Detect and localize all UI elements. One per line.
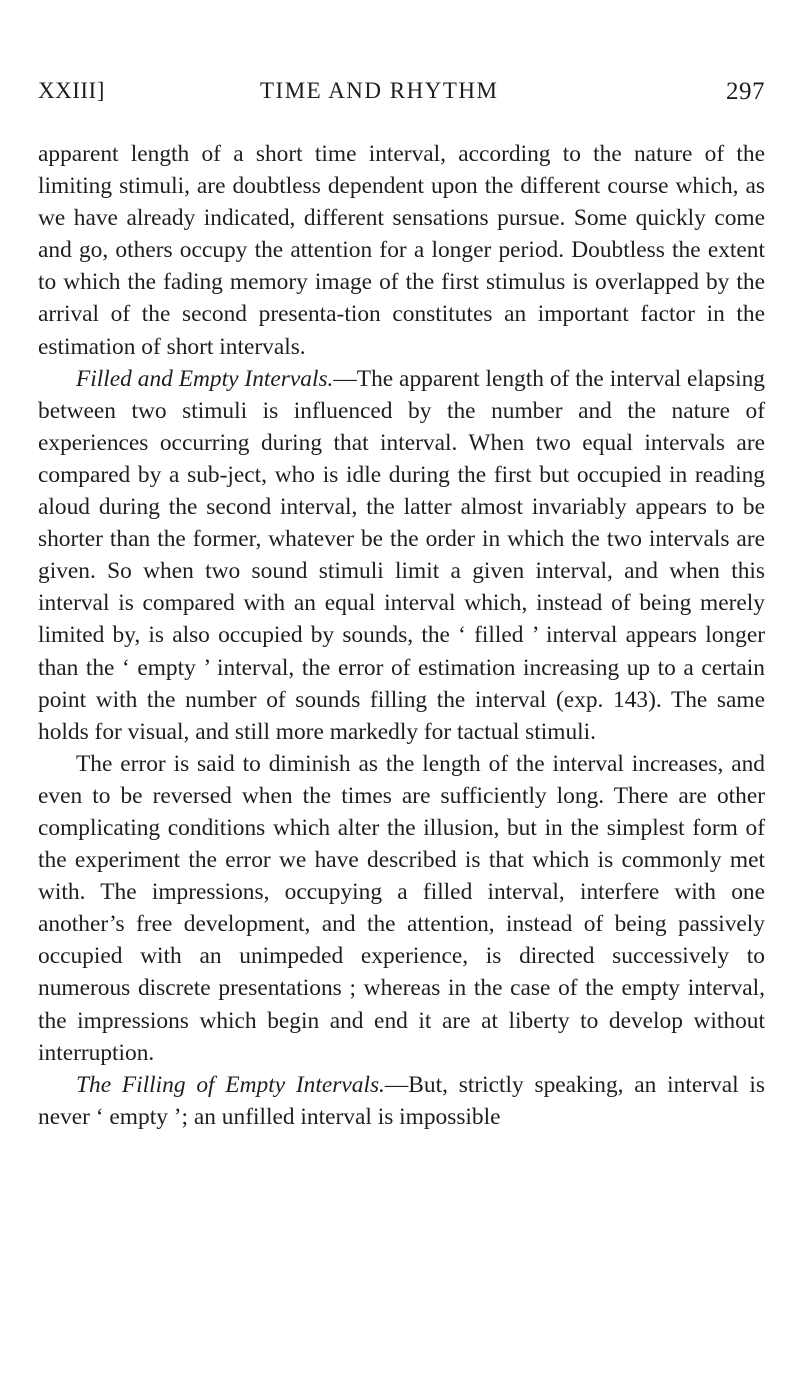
running-head — [38, 78, 765, 112]
section-heading-filled-empty: Filled and Empty Intervals. — [76, 365, 334, 392]
paragraph-4 — [38, 1069, 765, 1133]
paragraph-1-text: apparent length of a short time interval, according to the nature of the limiting stimuli, are doubtless dependent upon the different course which, as we have already indicated, different sensations pursue. Some quickly come and go, others occupy the attention for a longer period. Doubtless the extent to which the fading memory image of the first stimulus is overlapped by the arrival of the second presenta-tion constitutes an important factor in the estimation of short intervals. — [38, 141, 765, 360]
paragraph-3-text: The error is said to diminish as the length of the interval increases, and even to be reversed when the times are sufficiently long. There are other complicating conditions which alter the illusion, but in the simplest form of the experiment the error we have described is that which is commonly met with. The impressions, occupying a filled interval, interfere with one another’s free development, and the attention, instead of being passively occupied with an unimpeded experience, is directed successively to numerous discrete presentations ; whereas in the case of the empty interval, the impressions which begin and end it are at liberty to develop without interruption. — [38, 750, 765, 1066]
section-heading-filling: The Filling of Empty Intervals. — [76, 1071, 385, 1098]
paragraph-3 — [38, 748, 765, 1069]
book-page — [38, 78, 765, 1133]
chapter-number: XXIII] — [38, 78, 105, 103]
paragraph-4-text: —But, strictly speaking, an interval is never ‘ empty ’; an unfilled interval is impossible — [38, 1071, 766, 1130]
page-number: 297 — [726, 78, 765, 105]
paragraph-1 — [38, 138, 765, 363]
paragraph-2-text: —The apparent length of the interval elapsing between two stimuli is influenced by the number and the nature of experiences occurring during that interval. When two equal intervals are compared by a sub-ject, who is idle during the first but occupied in reading aloud during the second interval, the latter almost invariably appears to be shorter than the former, whatever be the order in which the two intervals are given. So when two sound stimuli limit a given interval, and when this interval is compared with an equal interval which, instead of being merely limited by, is also occupied by sounds, the ‘ filled ’ interval appears longer than the ‘ empty ’ interval, the error of estimation increasing up to a certain point with the number of sounds filling the interval (exp. 143). The same holds for visual, and still more markedly for tactual stimuli. — [38, 365, 765, 745]
running-title: TIME AND RHYTHM — [260, 78, 499, 103]
body-text — [38, 138, 765, 1133]
paragraph-2 — [38, 363, 765, 748]
